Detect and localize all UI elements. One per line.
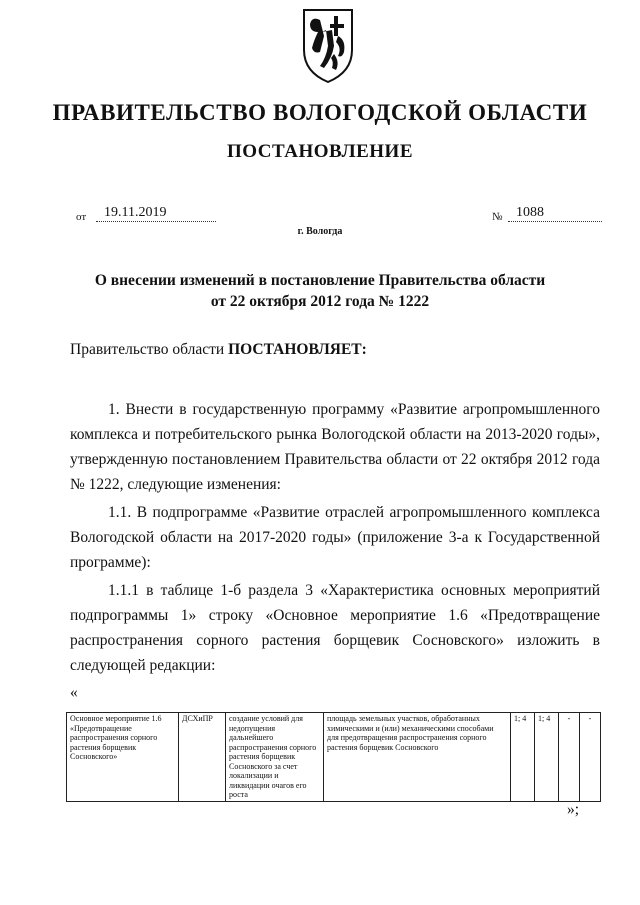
number-label: № <box>492 211 503 223</box>
vologda-coat-of-arms-icon <box>298 6 358 86</box>
table-cell-goal: создание условий для недопущения дальнейшего распространения сорного растения борщевик Сосновского за счет локализации и ликвидации очагов его роста <box>226 713 324 802</box>
table-cell-value: 1; 4 <box>511 713 535 802</box>
table-cell-indicator: площадь земельных участков, обработанных химическими и (или) механическими способами для предотвращения распространения сорного растения борщевик Сосновского <box>324 713 511 802</box>
title-line-2: от 22 октября 2012 года № 1222 <box>210 293 430 310</box>
table-row <box>67 713 601 802</box>
coat-of-arms-emblem <box>298 6 358 86</box>
table-cell-value: 1; 4 <box>535 713 559 802</box>
government-title: ПРАВИТЕЛЬСТВО ВОЛОГОДСКОЙ ОБЛАСТИ <box>52 100 588 125</box>
date-label: от <box>76 211 87 223</box>
table-cell-value: - <box>559 713 580 802</box>
intro-bold: ПОСТАНОВЛЯЕТ: <box>228 341 367 358</box>
table-cell-activity: Основное мероприятие 1.6 «Предотвращение распространения сорного растения борщевик Сосновского» <box>67 713 179 802</box>
paragraph-1-1-1: 1.1.1 в таблице 1-б раздела 3 «Характеристика основных мероприятий подпрограммы 1» строку «Основное мероприятие 1.6 «Предотвращение распространения сорного растения борщевик Сосновского» изложить в следующей редакции: <box>70 582 600 674</box>
document-date: 19.11.2019 <box>96 205 216 222</box>
paragraph-1: 1. Внести в государственную программу «Развитие агропромышленного комплекса и потребительского рынка Вологодской области на 2013-2020 годы», утвержденную постановлением Правительства области от 22 октября 2012 года № 1222, следующие изменения: <box>70 401 600 493</box>
quote-close: »; <box>567 801 580 818</box>
resolution-intro <box>70 341 367 359</box>
paragraph-1-1: 1.1. В подпрограмме «Развитие отраслей агропромышленного комплекса Вологодской области на 2017-2020 годы» (приложение 3-а к Государственной программе): <box>70 504 600 571</box>
city: г. Вологда <box>297 226 343 237</box>
amendment-table <box>66 712 601 802</box>
quote-open: « <box>70 684 78 701</box>
table-cell-executor: ДСХиПР <box>179 713 226 802</box>
intro-text: Правительство области <box>70 341 229 358</box>
document-number: 1088 <box>508 205 602 222</box>
title-line-1: О внесении изменений в постановление Правительства области <box>94 272 546 289</box>
document-type: ПОСТАНОВЛЕНИЕ <box>226 141 414 162</box>
table-cell-value: - <box>580 713 601 802</box>
document-title <box>80 270 560 312</box>
